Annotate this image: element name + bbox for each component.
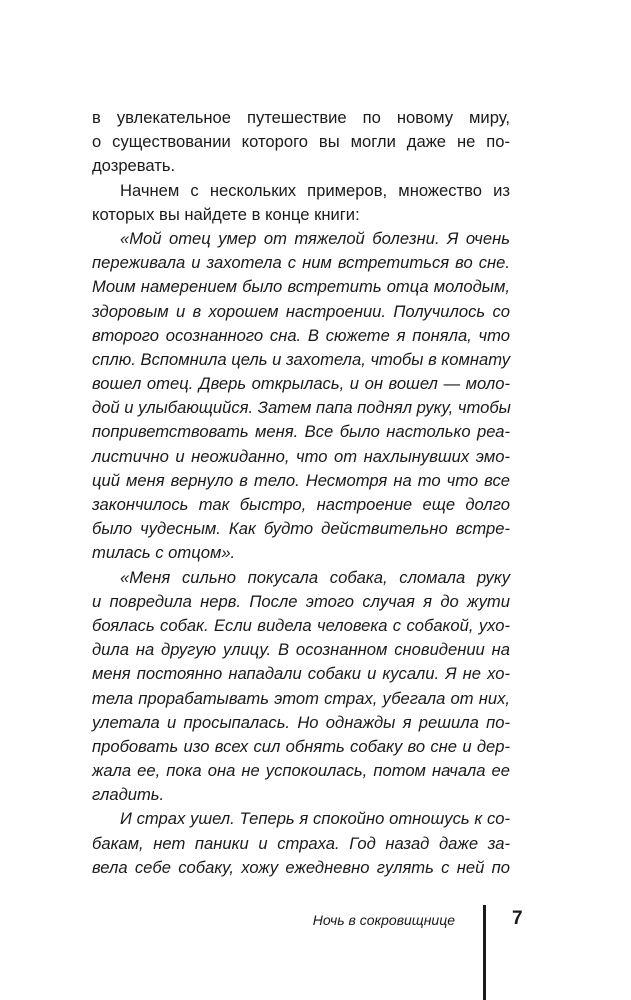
text-line: боялась собак. Если видела человека с собакой, ухо- [92,615,510,635]
quote-dog [92,566,510,808]
footer-divider [483,905,486,1000]
text-line: жала ее, пока она не успокоилась, потом начала ее [92,761,510,781]
text-line: меня постоянно нападали собаки и кусали. Я не хо- [92,664,510,684]
page-number: 7 [512,908,523,929]
text-line: дила на другую улицу. В осознанном сновидении на [92,640,510,660]
text-line: закончилось так быстро, настроение еще долго [92,495,510,514]
text-line: было чудесным. Как будто действительно встре- [92,519,510,539]
text-line: «Мой отец умер от тяжелой болезни. Я очень [120,228,510,248]
text-line: второго осознанного сна. В сюжете я поняла, что [92,325,510,345]
running-title: Ночь в сокровищнице [312,912,455,928]
text-line: которых вы найдете в конце книги: [92,204,360,224]
text-line: дозревать. [92,156,176,176]
text-line: здоровым и в хорошем настроении. Получилось со [92,301,510,321]
text-line: гладить. [92,785,165,805]
text-line: ций меня вернуло в тело. Несмотря на то что все [92,470,510,490]
paragraph-examples-lead [92,179,510,227]
text-line: Начнем с нескольких примеров, множество из [120,180,510,200]
text-line: листично и неожиданно, что от нахлынувших эмо- [92,446,510,466]
text-line: улетала и просыпалась. Но однажды я решила по- [92,712,510,732]
text-line: сплю. Вспомнила цель и захотела, чтобы в комнату [92,349,510,369]
quote-father [92,227,510,566]
text-line: «Меня сильно покусала собака, сломала руку [120,567,510,587]
body-text [92,106,510,880]
text-line: Моим намерением было встретить отца молодым, [92,277,510,297]
paragraph-intro [92,106,510,179]
text-line: и повредила нерв. После этого случая я до жути [92,591,510,611]
text-line: пробовать изо всех сил обнять собаку во сне и дер- [92,736,510,756]
text-line: в увлекательное путешествие по новому миру, [92,108,510,127]
text-line: вошел отец. Дверь открылась, и он вошел — моло- [92,374,510,394]
text-line: И страх ушел. Теперь я спокойно отношусь к со- [120,809,510,829]
text-line: переживала и захотела с ним встретиться во сне. [92,253,510,273]
text-line: вела себе собаку, хожу ежедневно гулять с ней по [92,857,510,877]
text-line: поприветствовать меня. Все было настолько реа- [92,422,510,442]
quote-fear-gone [92,807,510,880]
text-line: дой и улыбающийся. Затем папа поднял руку, чтобы [92,398,511,418]
text-line: тела прорабатывать этот страх, убегала от них, [92,688,510,708]
text-line: тилась с отцом». [92,543,236,563]
text-line: о существовании которого вы могли даже не по- [92,132,510,152]
text-line: бакам, нет паники и страха. Год назад даже за- [92,833,510,853]
